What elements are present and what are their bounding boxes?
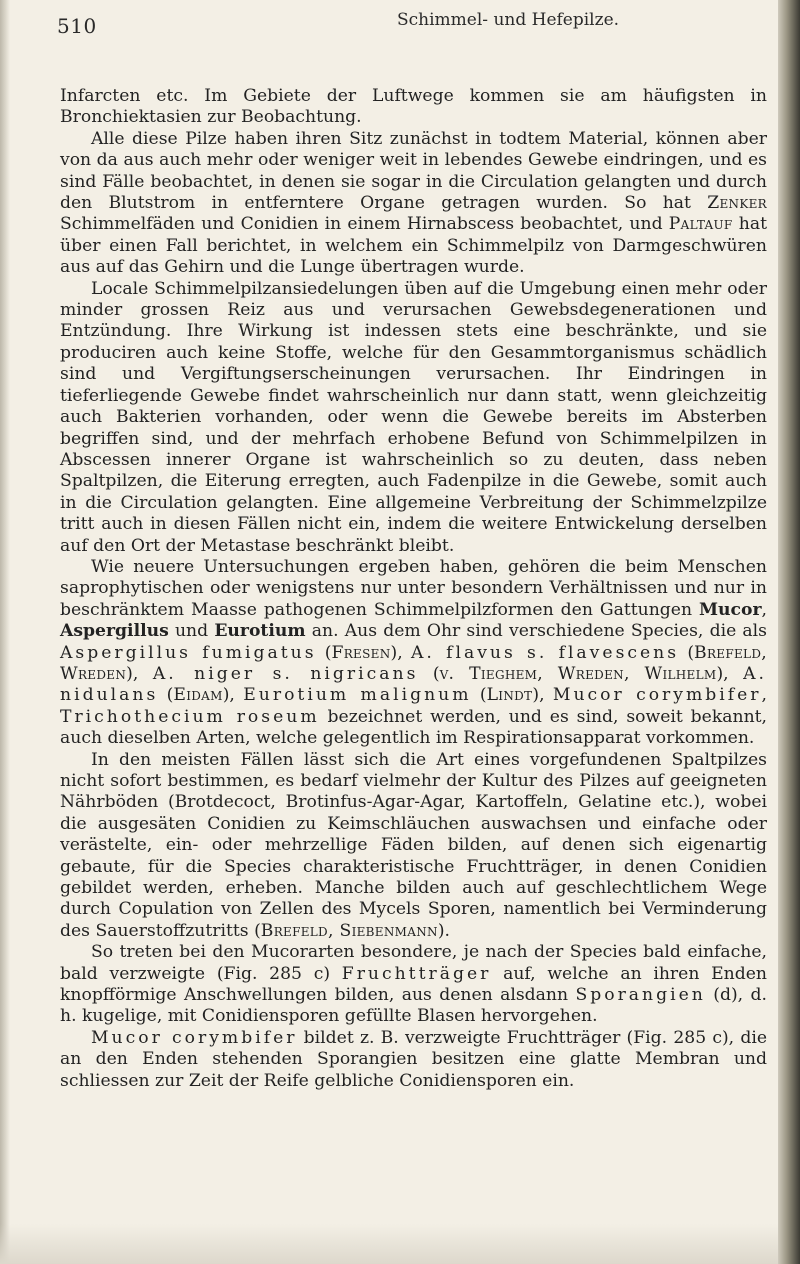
species-name: A. nidulans — [60, 663, 767, 706]
genus-mucor: Mucor — [699, 599, 762, 620]
page-bottom-shade — [0, 1224, 795, 1264]
author-zenker: Zenker — [707, 193, 767, 214]
author-ref: Brefeld, Siebenmann — [260, 920, 438, 941]
page-number: 510 — [57, 14, 97, 38]
species-name: Mucor corymbifer — [552, 685, 762, 706]
genus-eurotium: Eurotium — [214, 621, 306, 642]
author-ref: Fresen — [331, 642, 391, 663]
species-name: A. niger s. nigricans — [152, 663, 419, 684]
paragraph-4: Wie neuere Untersuchungen ergeben haben, gehören die beim Menschen saprophytischen oder wenigstens nur unter besondern Verhältnissen und nur in beschränktem Maasse pathogenen Schimmelpilzformen den Gattungen Mucor, Aspergillus und Eurotium an. Aus dem Ohr sind verschiedene Species, die als Aspergillus fumigatus (Fresen), A. flavus s. flavescens (Brefeld, Wreden), A. niger s. nigricans (v. Tieghem, Wreden, Wilhelm), A. nidulans (Eidam), Eurotium malignum (Lindt), Mucor corymbifer, Trichothecium roseum bezeichnet werden, und es sind, soweit bekannt, auch dieselben Arten, welche gelegentlich im Respirationsapparat vorkommen. — [60, 556, 768, 749]
term-fruchttraeger: Fruchtträger — [341, 963, 492, 984]
author-ref: v. Tieghem, Wreden, Wilhelm — [439, 663, 717, 684]
paragraph-6: So treten bei den Mucorarten besondere, je nach der Species bald einfache, bald verzweigte (Fig. 285 c) Fruchtträger auf, welche an ihren Enden knopfförmige Anschwellungen bilden, aus denen alsdann Sporangien (d), d. h. kugelige, mit Conidiensporen gefüllte Blasen hervorgehen. — [60, 942, 767, 1027]
paragraph-1: Infarcten etc. Im Gebiete der Luftwege kommen sie am häufigsten in Bronchiektasien zur Beobachtung. — [60, 86, 767, 128]
species-name: Mucor corymbifer — [90, 1027, 298, 1048]
term-sporangien: Sporangien — [575, 985, 706, 1006]
paragraph-3: Locale Schimmelpilzansiedelungen üben auf die Umgebung einen mehr oder minder grossen Reiz aus und verursachen Gewebsdegenerationen und Entzündung. Ihre Wirkung ist indessen stets eine beschränkte, und sie produciren auch keine Stoffe, welche für den Gesammtorganismus schädlich sind und Vergiftungserscheinungen verursachen. Ihr Eindringen in tieferliegende Gewebe findet wahrscheinlich nur dann statt, wenn gleichzeitig auch Bakterien vorhanden, oder wenn die Gewebe bereits im Absterben begriffen sind, und der mehrfach erhobene Befund von Schimmelpilzen in Abscessen innerer Organe ist wahrscheinlich so zu deuten, dass neben Spaltpilzen, die Eiterung erregten, auch Fadenpilze in die Gewebe, somit auch in die Circulation gelangten. Eine allgemeine Verbreitung der Schimmelzpilze tritt auch in diesen Fällen nicht ein, indem die weitere Entwickelung derselben auf den Ort der Metastase beschränkt bleibt. — [60, 278, 767, 556]
paragraph-7: Mucor corymbifer bildet z. B. verzweigte Fruchtträger (Fig. 285 c), die an den Enden stehenden Sporangien besitzen eine glatte Membran und schliessen zur Zeit der Reife gelbliche Conidiensporen ein. — [60, 1027, 767, 1091]
running-head: Schimmel- und Hefepilze. — [397, 10, 620, 30]
species-name: Aspergillus fumigatus — [60, 642, 317, 663]
book-spine-edge — [778, 0, 800, 1264]
body-text — [60, 86, 767, 1092]
genus-aspergillus: Aspergillus — [60, 621, 169, 642]
author-paltauf: Paltauf — [668, 214, 733, 235]
page-header — [57, 8, 767, 36]
author-ref: Brefeld, Wreden — [60, 642, 768, 684]
species-name: Eurotium malignum — [243, 685, 472, 706]
author-ref: Lindt — [486, 685, 533, 706]
paragraph-5: In den meisten Fällen lässt sich die Art eines vorgefundenen Spaltpilzes nicht sofort bestimmen, es bedarf vielmehr der Kultur des Pilzes auf geeigneten Nährböden (Brotdecoct, Brotinfus-Agar-Agar, Kartoffeln, Gelatine etc.), wobei die ausgesäten Conidien zu Keimschläuchen auswachsen und einfache oder verästelte, ein- oder mehrzellige Fäden bilden, auf denen sich eigenartig gebaute, für die Species charakteristische Fruchtträger, in denen Conidien gebildet werden, erheben. Manche bilden auch auf geschlechtlichem Wege durch Copulation von Zellen des Mycels Sporen, namentlich bei Verminderung des Sauerstoffzutritts (Brefeld, Siebenmann). — [60, 749, 767, 941]
author-ref: Eidam — [173, 685, 223, 706]
species-name: Trichothecium roseum — [60, 706, 320, 727]
paragraph-2: Alle diese Pilze haben ihren Sitz zunächst in todtem Material, können aber von da aus auch mehr oder weniger weit in lebendes Gewebe eindringen, und es sind Fälle beobachtet, in denen sie sogar in die Circulation gelangten und durch den Blutstrom in entferntere Organe getragen wurden. So hat Zenker Schimmelfäden und Conidien in einem Hirnabscess beobachtet, und Paltauf hat über einen Fall berichtet, in welchem ein Schimmelpilz von Darmgeschwüren aus auf das Gehirn und die Lunge übertragen wurde. — [60, 128, 767, 278]
species-name: A. flavus s. flavescens — [410, 642, 680, 663]
page-edge-shadow — [0, 0, 10, 1264]
